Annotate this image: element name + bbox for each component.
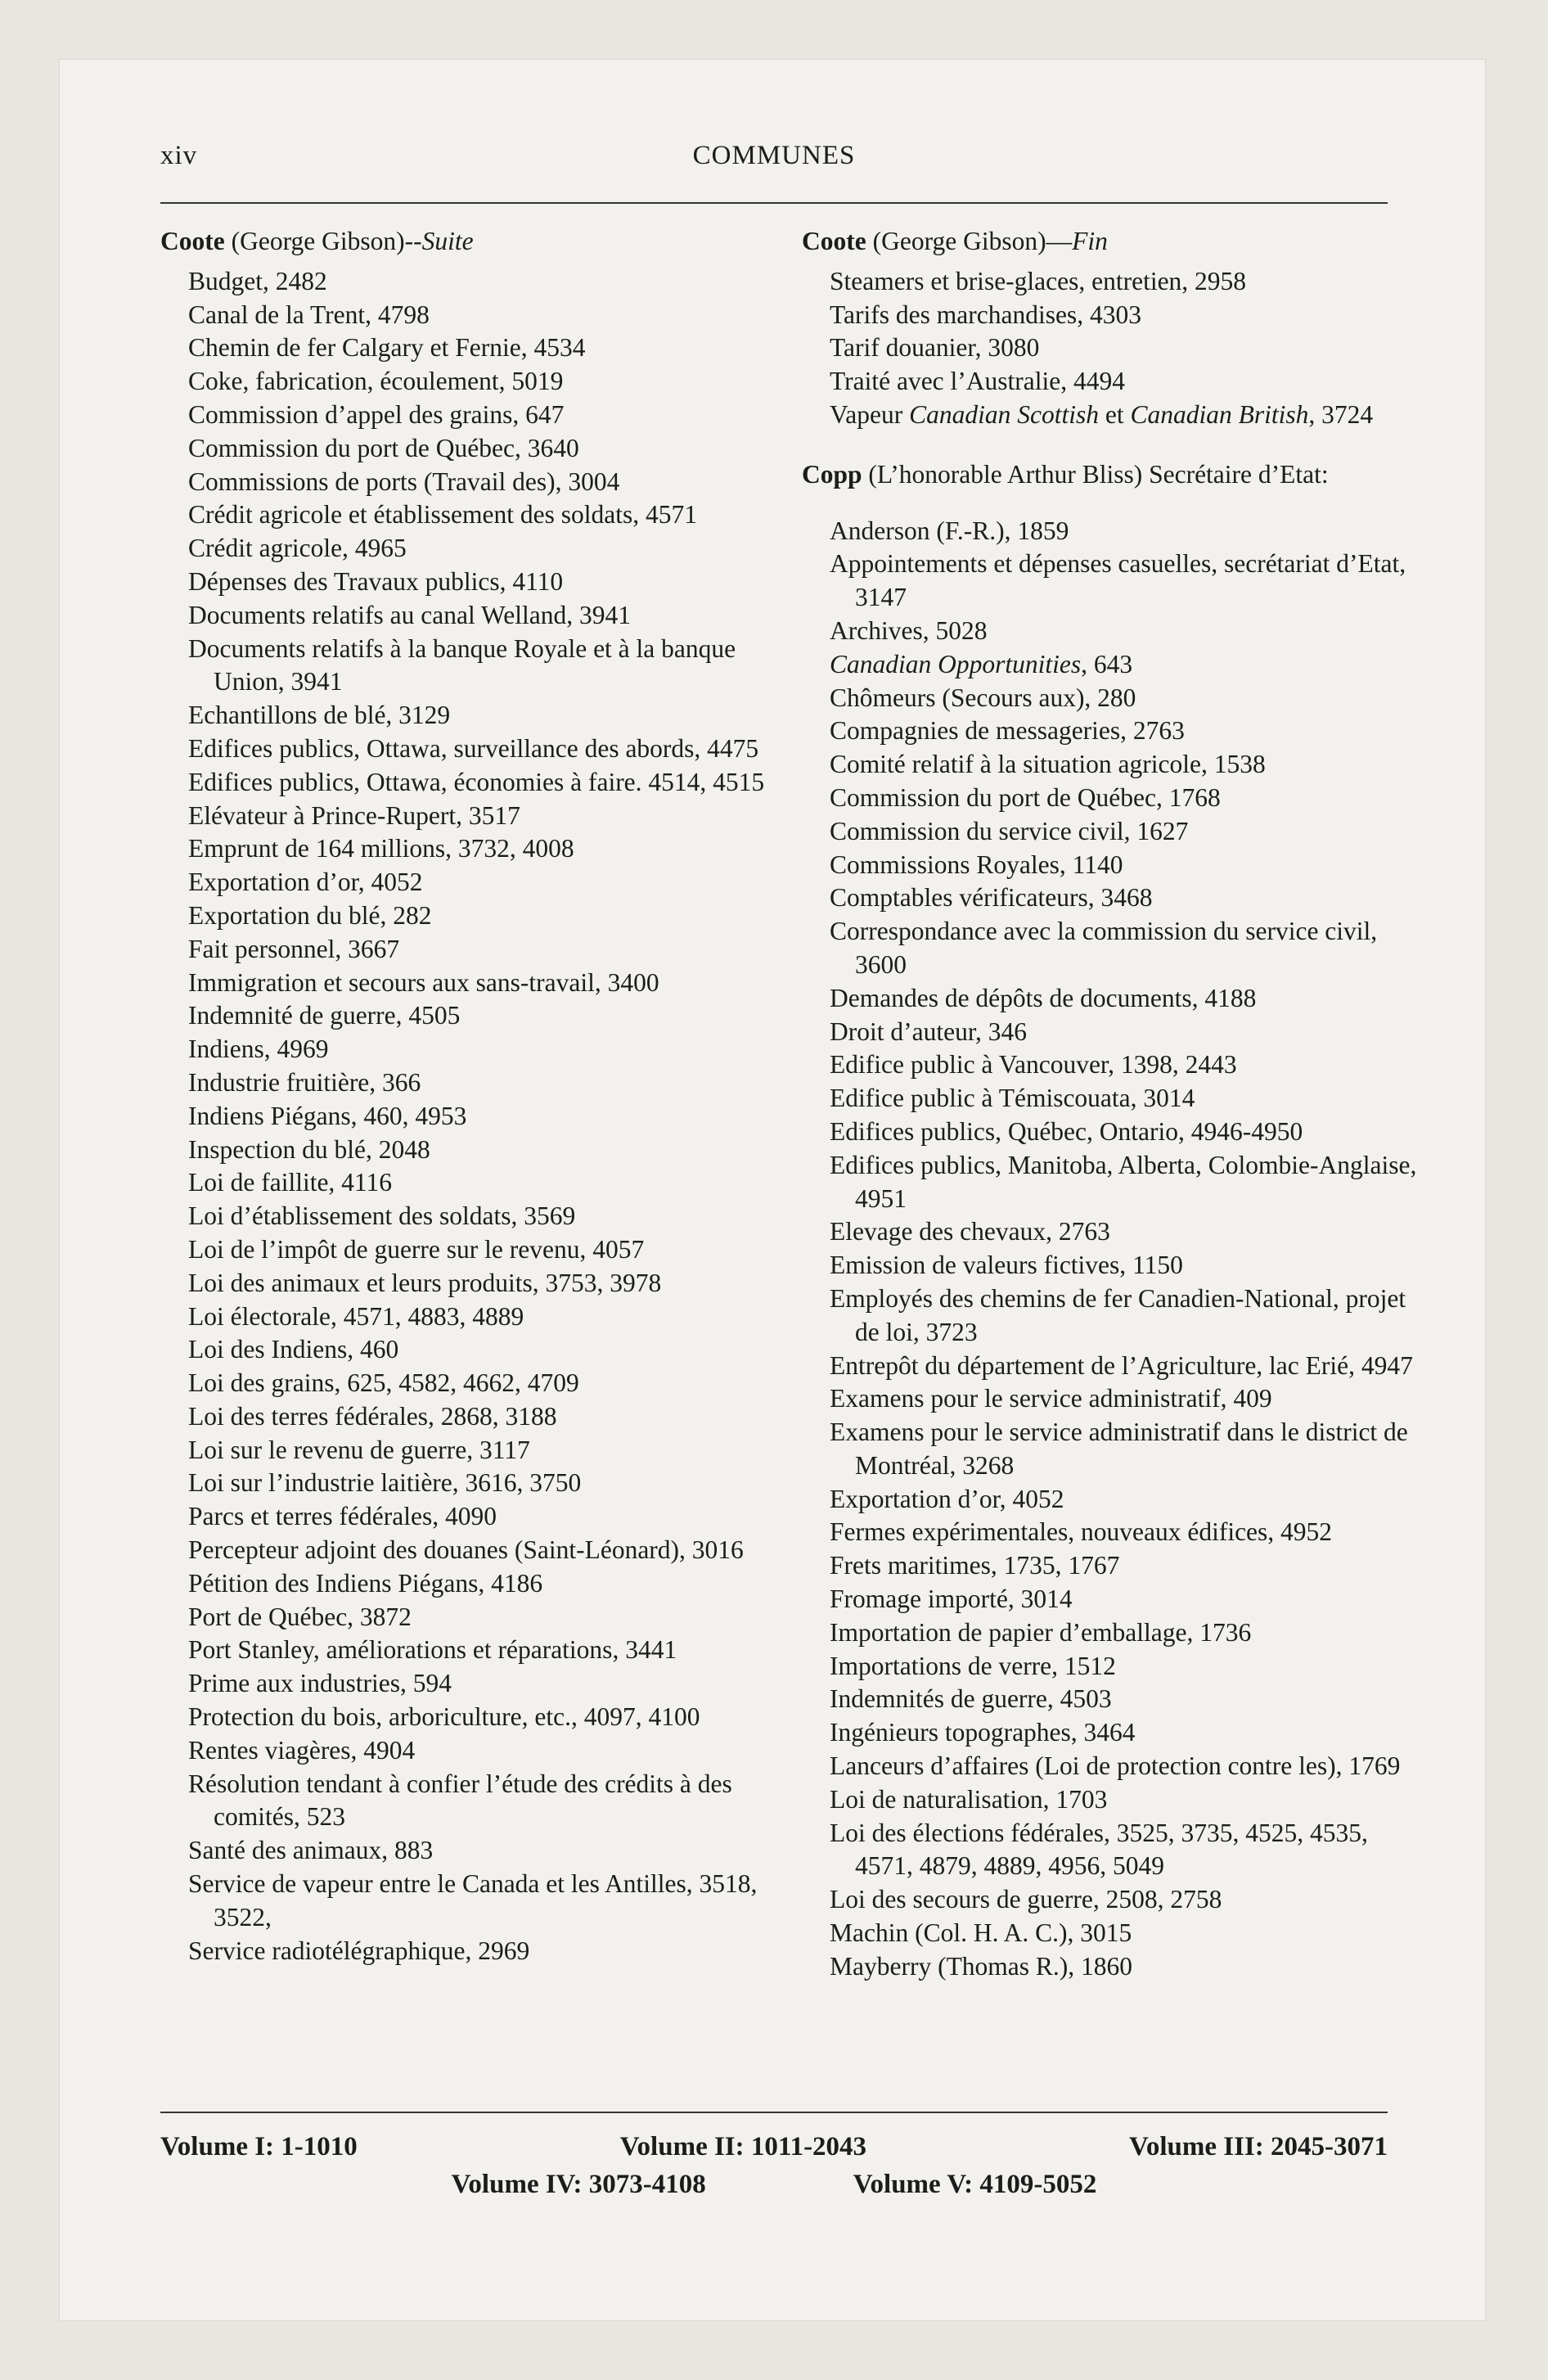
volume-3-range: Volume III: 2045-3071 [1129,2132,1388,2161]
index-entry: Mayberry (Thomas R.), 1860 [830,1951,1133,1981]
heading-suffix: Fin [1072,227,1108,255]
index-entry: Comptables vérificateurs, 3468 [830,883,1153,913]
index-entry-vapeur [802,399,1424,432]
header-rule [160,202,1388,204]
index-entry: Emission de valeurs fictives, 1150 [830,1251,1183,1280]
index-entry: Entrepôt du département de l’Agriculture, lac Erié, 4947 [830,1350,1413,1380]
index-entry: Loi des Indiens, 460 [188,1335,399,1364]
index-entry: Employés des chemins de fer Canadien-National, projet de loi, 3723 [830,1283,1406,1346]
footer-rule [160,2112,1388,2113]
index-entry: Loi de l’impôt de guerre sur le revenu, 4057 [188,1234,645,1264]
index-entry: Edifices publics, Ottawa, surveillance des abords, 4475 [188,733,759,763]
index-entry: Loi des terres fédérales, 2868, 3188 [188,1401,557,1431]
index-entry: Elevage des chevaux, 2763 [830,1217,1110,1246]
left-column [160,225,782,1968]
index-entry: Edifices publics, Québec, Ontario, 4946-4950 [830,1116,1303,1146]
index-entry: Edifices publics, Ottawa, économies à faire. 4514, 4515 [188,767,765,796]
index-entry: Immigration et secours aux sans-travail, 3400 [188,967,659,997]
index-entry: Indiens, 4969 [188,1034,329,1064]
publication-title: Canadian Opportunities [830,649,1082,678]
right-column [802,225,1424,1984]
index-entry: Droit d’auteur, 346 [830,1016,1028,1046]
index-entry: Protection du bois, arboriculture, etc., 4097, 4100 [188,1702,700,1732]
index-entry: Port de Québec, 3872 [188,1602,412,1631]
index-entry: Loi d’établissement des soldats, 3569 [188,1201,576,1231]
index-entry: Crédit agricole, 4965 [188,534,407,563]
entry-text: , 3724 [1308,399,1374,429]
page-number: xiv [160,141,198,170]
index-entry: Chômeurs (Secours aux), 280 [830,683,1136,712]
index-entry: Exportation d’or, 4052 [830,1484,1064,1513]
index-entry: Commission du service civil, 1627 [830,816,1189,845]
copp-entry-list-b [802,682,1424,1984]
index-entry: Loi des grains, 625, 4582, 4662, 4709 [188,1368,579,1398]
heading-name: Coote [160,227,225,255]
index-entry: Emprunt de 164 millions, 3732, 4008 [188,834,574,863]
entry-text: et [1098,399,1131,429]
index-entry: Loi sur le revenu de guerre, 3117 [188,1435,530,1464]
heading-title: (L’honorable Arthur Bliss) Secrétaire d’Etat: [868,459,1329,489]
index-entry: Service radiotélégraphique, 2969 [188,1936,530,1965]
index-entry: Indiens Piégans, 460, 4953 [188,1101,467,1130]
index-entry: Pétition des Indiens Piégans, 4186 [188,1568,543,1598]
index-entry: Commission du port de Québec, 1768 [830,782,1221,812]
index-entry: Exportation d’or, 4052 [188,868,423,897]
footer-row-1 [160,2128,1388,2166]
index-entry: Inspection du blé, 2048 [188,1134,430,1164]
volume-4-range: Volume IV: 3073-4108 [451,2170,706,2199]
index-entry: Loi de faillite, 4116 [188,1168,393,1197]
index-entry: Machin (Col. H. A. C.), 3015 [830,1918,1132,1948]
index-entry: Chemin de fer Calgary et Fernie, 4534 [188,333,586,363]
index-entry: Loi de naturalisation, 1703 [830,1784,1108,1814]
index-entry: Commission du port de Québec, 3640 [188,433,579,462]
index-entry: Indemnités de guerre, 4503 [830,1684,1112,1714]
index-entry: Tarifs des marchandises, 4303 [830,300,1141,329]
index-entry: Archives, 5028 [830,615,988,645]
index-entry: Frets maritimes, 1735, 1767 [830,1551,1120,1580]
right-entry-list [802,265,1424,399]
index-entry: Documents relatifs à la banque Royale et à la banque Union, 3941 [188,633,736,696]
index-entry: Dépenses des Travaux publics, 4110 [188,566,564,596]
footer-row-2 [160,2166,1388,2203]
heading-person: (George Gibson)-- [231,227,422,255]
heading-name: Coote [802,227,866,255]
volume-2-range: Volume II: 1011-2043 [619,2132,867,2161]
index-entry: Parcs et terres fédérales, 4090 [188,1502,497,1531]
index-entry: Port Stanley, améliorations et réparations, 3441 [188,1635,677,1665]
entry-text: Vapeur [830,399,910,429]
index-entry: Crédit agricole et établissement des soldats, 4571 [188,500,697,530]
index-entry: Ingénieurs topographes, 3464 [830,1718,1136,1747]
volume-footer [160,2128,1388,2203]
index-entry: Percepteur adjoint des douanes (Saint-Léonard), 3016 [188,1535,744,1565]
index-entry: Compagnies de messageries, 2763 [830,716,1185,746]
index-entry: Correspondance avec la commission du service civil, 3600 [830,917,1378,979]
index-entry: Commissions Royales, 1140 [830,850,1123,879]
index-entry: Steamers et brise-glaces, entretien, 2958 [830,266,1247,295]
index-entry: Loi des élections fédérales, 3525, 3735, 4525, 4535, 4571, 4879, 4889, 4956, 5049 [830,1818,1368,1881]
heading-suffix: Suite [421,227,474,255]
ship-name: Canadian Scottish [909,399,1099,429]
index-entry: Edifice public à Témiscouata, 3014 [830,1084,1195,1113]
index-entry: Lanceurs d’affaires (Loi de protection contre les), 1769 [830,1751,1401,1781]
index-entry: Elévateur à Prince-Rupert, 3517 [188,800,520,830]
index-entry: Résolution tendant à confier l’étude des crédits à des comités, 523 [188,1769,732,1832]
page-header [160,141,1388,182]
index-entry: Importation de papier d’emballage, 1736 [830,1617,1252,1647]
index-heading-copp [802,458,1424,492]
index-entry: Commissions de ports (Travail des), 3004 [188,467,620,496]
index-entry: Importations de verre, 1512 [830,1651,1116,1680]
index-entry: Edifice public à Vancouver, 1398, 2443 [830,1050,1237,1080]
index-entry: Fermes expérimentales, nouveaux édifices, 4952 [830,1517,1333,1547]
copp-entry-list-a [802,515,1424,648]
index-entry: Edifices publics, Manitoba, Alberta, Colombie-Anglaise, 4951 [830,1150,1417,1213]
index-entry: Exportation du blé, 282 [188,900,432,930]
heading-person: (George Gibson)— [872,227,1073,255]
index-entry: Canal de la Trent, 4798 [188,300,430,329]
index-entry: Fromage importé, 3014 [830,1584,1073,1614]
volume-5-range: Volume V: 4109-5052 [853,2170,1097,2199]
index-entry: Comité relatif à la situation agricole, 1538 [830,750,1266,779]
index-entry: Indemnité de guerre, 4505 [188,1001,461,1030]
running-title: COMMUNES [692,141,856,170]
index-entry-canadian-opportunities [802,648,1424,682]
index-entry: Loi des secours de guerre, 2508, 2758 [830,1885,1222,1914]
index-entry: Appointements et dépenses casuelles, secrétariat d’Etat, 3147 [830,549,1406,612]
index-entry: Loi des animaux et leurs produits, 3753, 3978 [188,1268,662,1297]
index-entry: Commission d’appel des grains, 647 [188,399,565,429]
heading-name: Copp [802,459,862,489]
index-entry: Santé des animaux, 883 [188,1836,434,1865]
index-entry: Rentes viagères, 4904 [188,1735,416,1765]
ship-name: Canadian British [1130,399,1309,429]
index-entry: Service de vapeur entre le Canada et les Antilles, 3518, 3522, [188,1869,758,1931]
volume-1-range: Volume I: 1-1010 [160,2132,358,2161]
index-entry: Anderson (F.-R.), 1859 [830,516,1069,545]
index-entry: Examens pour le service administratif dans le district de Montréal, 3268 [830,1418,1408,1480]
index-entry: Industrie fruitière, 366 [188,1067,421,1097]
index-entry: Prime aux industries, 594 [188,1669,452,1698]
index-entry: Coke, fabrication, écoulement, 5019 [188,367,564,396]
index-heading-coote-fin [802,225,1424,259]
index-entry: Tarif douanier, 3080 [830,333,1040,363]
index-entry: Traité avec l’Australie, 4494 [830,367,1125,396]
left-entry-list [160,265,782,1968]
index-entry: Budget, 2482 [188,266,327,295]
index-entry: Demandes de dépôts de documents, 4188 [830,983,1257,1012]
entry-text: , 643 [1081,649,1133,678]
index-heading-coote-suite [160,225,782,259]
index-entry: Examens pour le service administratif, 409 [830,1384,1272,1413]
index-entry: Echantillons de blé, 3129 [188,701,451,730]
index-entry: Loi électorale, 4571, 4883, 4889 [188,1301,524,1331]
index-entry: Loi sur l’industrie laitière, 3616, 3750 [188,1468,582,1498]
index-entry: Documents relatifs au canal Welland, 3941 [188,600,631,629]
index-entry: Fait personnel, 3667 [188,934,400,963]
